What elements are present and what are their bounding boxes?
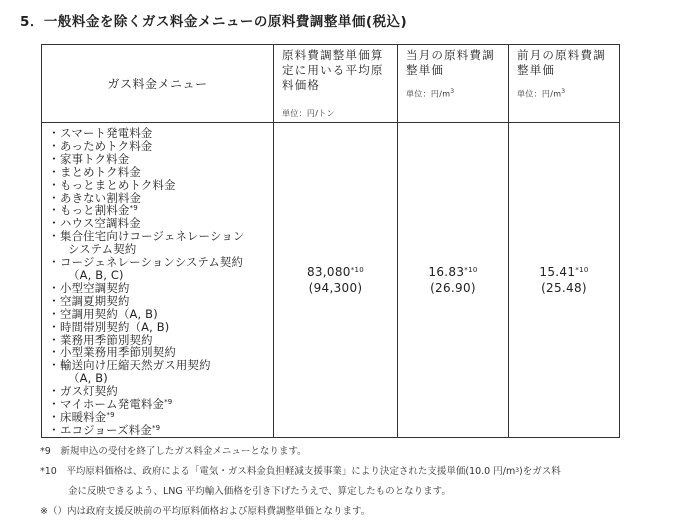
header-avg-price [274,45,398,123]
bullet: ・ [48,151,60,166]
bullet: ・ [48,177,60,192]
menu-item-label: エコジョーズ料金 [60,422,152,437]
menu-item-label: 空調夏期契約 [60,293,130,308]
menu-item-label: 業務用季節別契約 [60,332,153,347]
menu-item-label: まとめトク料金 [60,164,141,179]
menu-item [48,424,273,437]
header-avg-price-unit: 単位：円/トン [282,109,335,118]
bullet: ・ [48,319,60,334]
bullet: ・ [48,358,60,373]
previous-cell [509,123,620,438]
bullet: ・ [48,126,60,140]
menu-item-label: ハウス空調料金 [60,216,141,231]
menu-item-label: （A, B) [68,371,108,386]
current-value: 16.83$^{*10}$ [428,265,478,279]
section-title: 5．一般料金を除くガス料金メニューの原料費調整単価(税込) [20,14,408,30]
footnote-10-cont: 金に反映できるよう、LNG 平均輸入価格を引き下げたうえで、算定したものとなります。 [68,486,451,497]
header-current-label: 当月の原料費調整単価 [406,48,495,77]
bullet: ・ [48,384,60,399]
menu-item-label: 時間帯別契約（A, B) [60,319,170,334]
menu-item-label: システム契約 [68,242,137,257]
bullet: ・ [48,229,60,244]
menu-item-label: 床暖料金 [60,409,107,424]
header-menu: ガス料金メニュー [42,45,274,123]
header-previous-unit: 単位：円$/m^3$ [517,88,566,99]
bullet: ・ [48,138,60,153]
menu-item-label: あきない割料金 [60,190,142,205]
footnotes [40,442,640,522]
bullet: ・ [48,216,60,231]
menu-item-label: 小型業務用季節別契約 [60,345,176,360]
menu-item-label: 空調用契約（A, B) [60,306,158,321]
menu-item-label: もっと割料金 [60,203,130,218]
bullet: ・ [48,164,60,179]
bullet: ・ [48,306,60,321]
bullet: ・ [48,397,60,412]
menu-item-label: マイホーム発電料金 [60,397,165,412]
bullet: ・ [48,255,60,270]
menu-item-label: スマート発電料金 [60,126,153,140]
table-row [42,123,620,438]
avg-price-prev: (94,300) [308,281,363,295]
menu-item-note: *9 [129,204,138,213]
footnote-9: *9 新規申込の受付を終了したガス料金メニューとなります。 [40,446,307,457]
bullet: ・ [48,203,60,218]
menu-item-note: *9 [151,423,161,432]
table-header-row [42,45,620,123]
bullet: ・ [48,332,60,347]
bullet: ・ [48,293,60,308]
menu-item-label: コージェネレーションシステム契約 [60,255,244,270]
bullet: ・ [48,280,60,295]
header-avg-price-label: 原料費調整単価算定に用いる平均原料価格 [282,48,384,92]
current-cell [398,123,509,438]
menu-item-note: *9 [164,398,173,407]
menu-item-label: 集合住宅向けコージェネレーション [60,229,245,244]
menu-item-note: *9 [106,410,115,419]
previous-value: 15.41$^{*10}$ [539,265,589,279]
avg-price-value: 83,080$^{*10}$ [306,265,365,279]
header-previous [509,45,620,123]
previous-prev: (25.48) [541,281,587,295]
menu-item-label: 輸送向け圧縮天然ガス用契約 [60,358,211,373]
price-table [41,44,620,438]
header-current [398,45,509,123]
menu-item-label: もっとまとめトク料金 [60,177,176,192]
bullet: ・ [48,422,60,437]
menu-item-label: あっためトク料金 [60,138,153,153]
current-prev: (26.90) [430,281,476,295]
menu-item-label: 家事トク料金 [60,151,130,166]
menu-item-label: ガス灯契約 [60,384,118,399]
header-previous-label: 前月の原料費調整単価 [517,48,606,77]
bullet: ・ [48,409,60,424]
menu-item-label: （A, B, C) [68,267,124,282]
menu-list-cell [42,123,274,438]
header-current-unit: 単位：円$/m^3$ [406,88,455,99]
footnote-10: *10 平均原料価格は、政府による「電気・ガス料金負担軽減支援事業」により決定された支援単価(10.0 円$/m^3$)をガス料 [40,466,561,477]
avg-price-cell [274,123,398,438]
bullet: ・ [48,190,60,205]
menu-list [42,123,273,437]
bullet: ・ [48,345,60,360]
menu-item-label: 小型空調契約 [60,280,130,295]
footnote-paren: ※（）内は政府支援反映前の平均原料価格および原料費調整単価となります。 [40,506,371,517]
